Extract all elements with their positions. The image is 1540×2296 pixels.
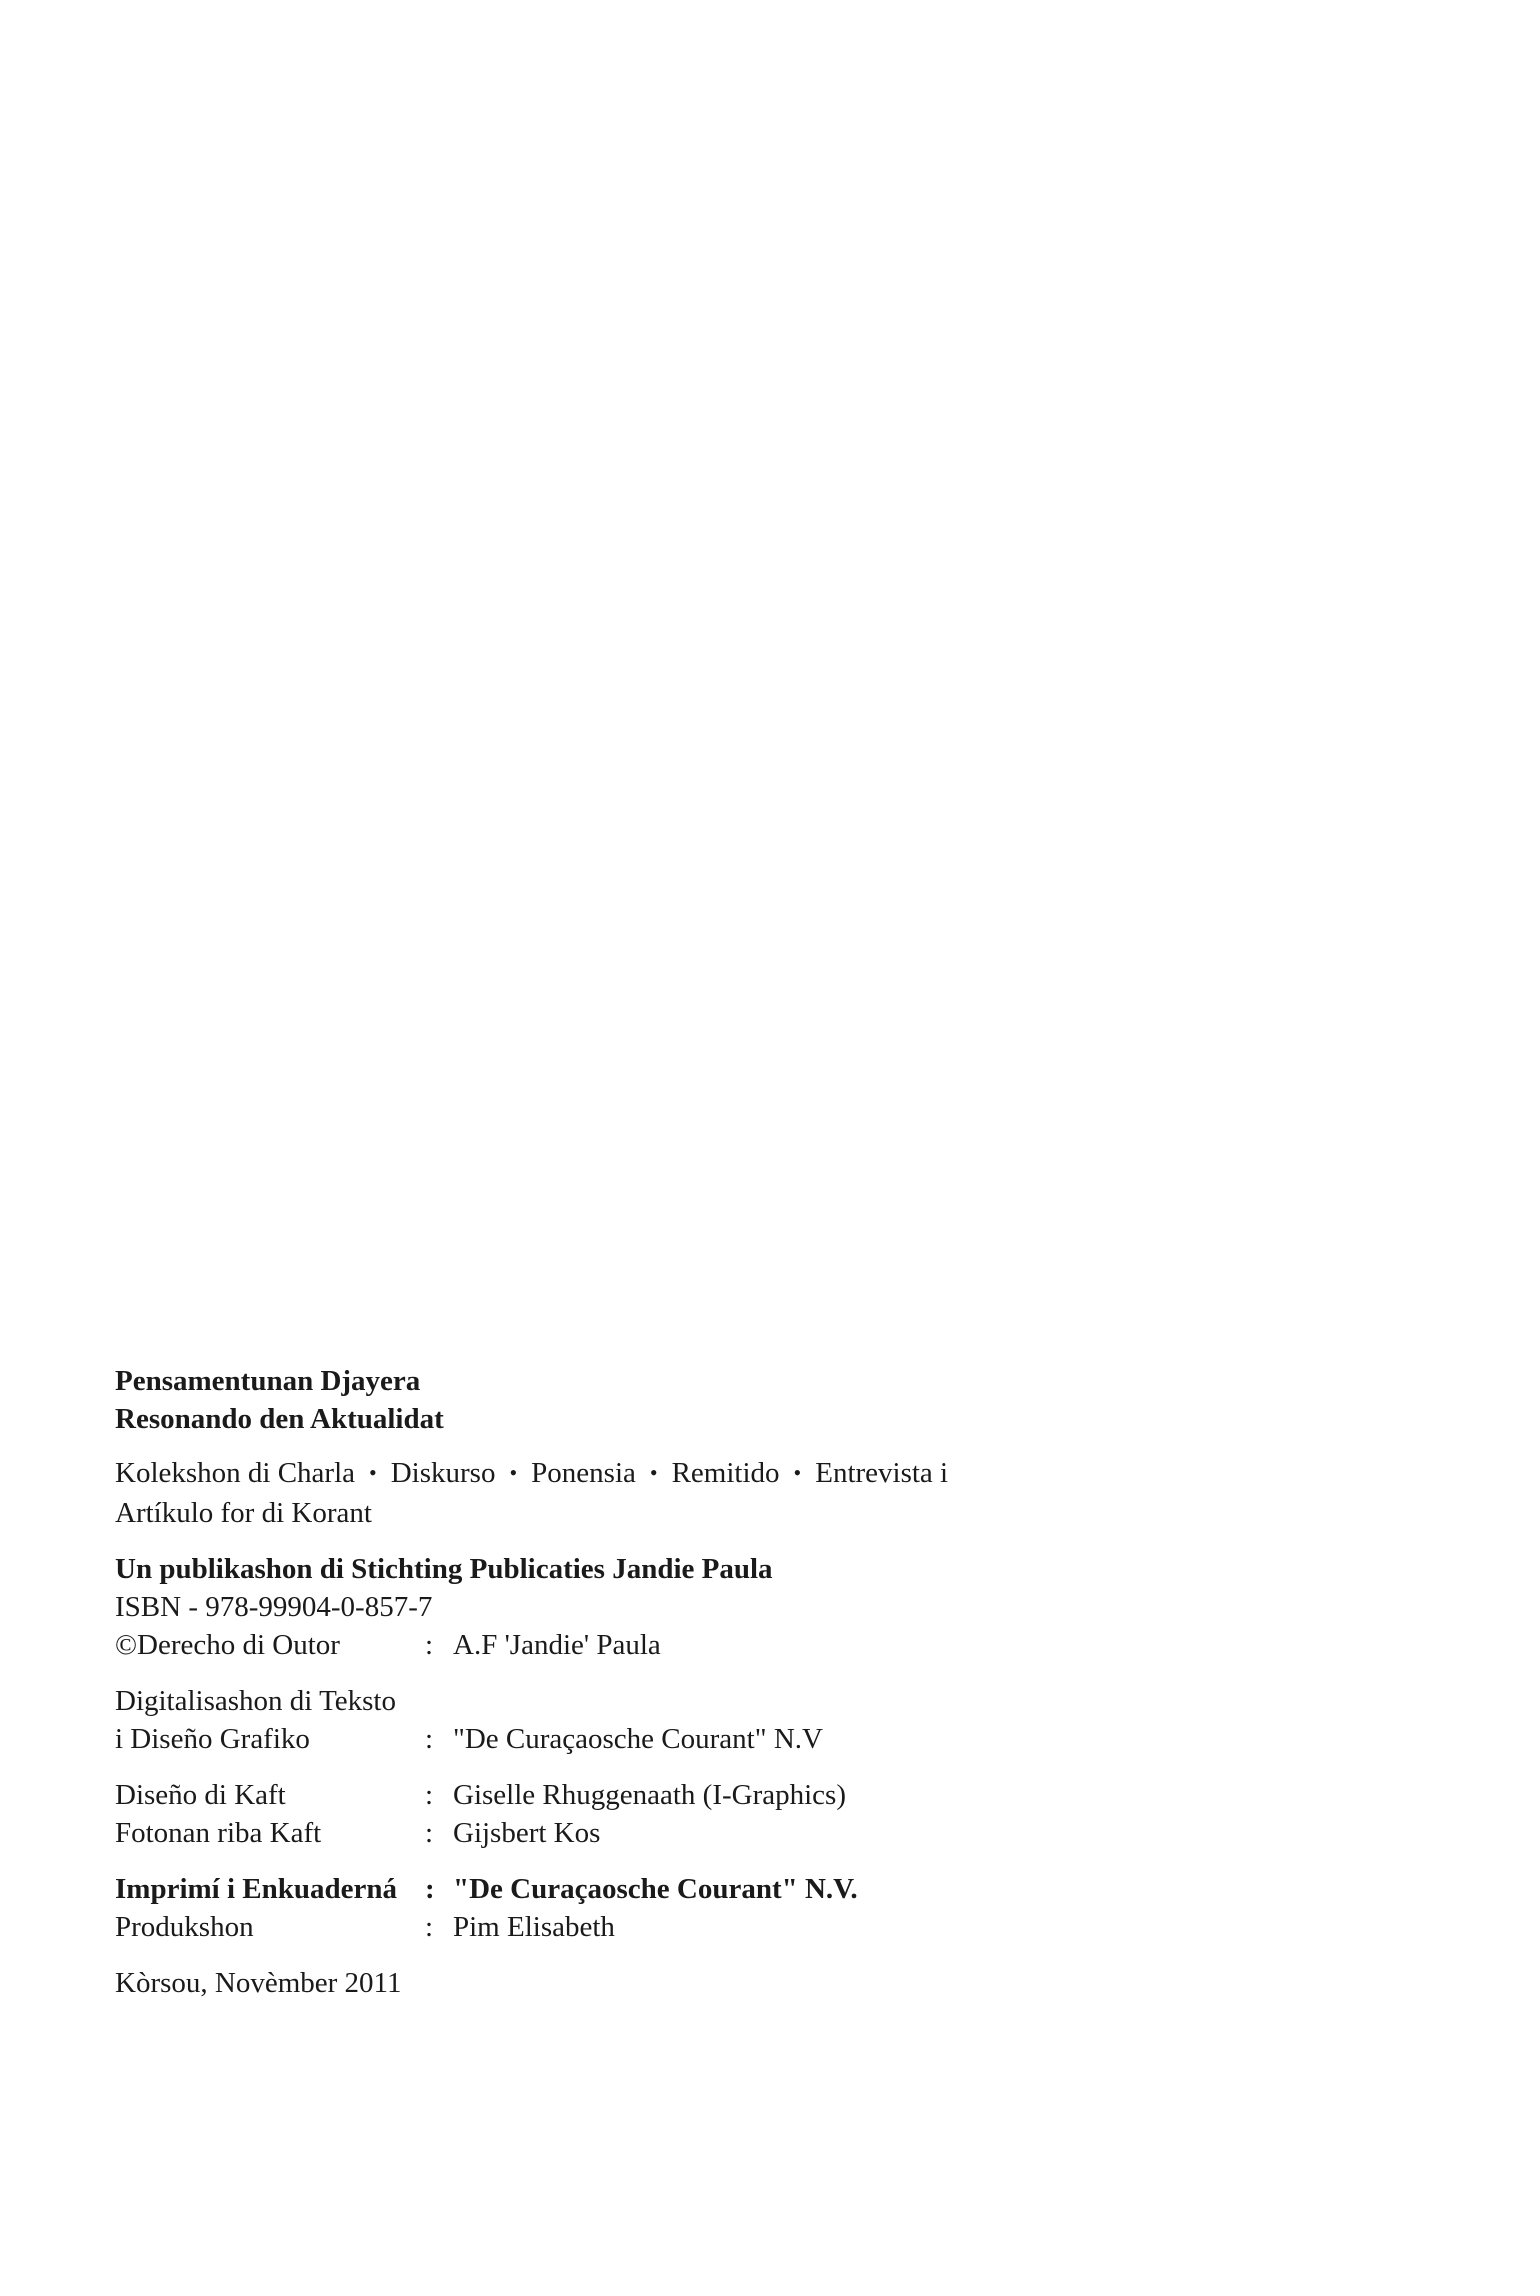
- credit-value: Pim Elisabeth: [453, 1911, 615, 1943]
- credit-row-cover-design: [115, 1776, 1115, 1814]
- book-title: [115, 1362, 1115, 1438]
- credit-value: A.F 'Jandie' Paula: [453, 1629, 661, 1661]
- credit-row-production: [115, 1908, 1115, 1946]
- credit-label: Produkshon: [115, 1911, 254, 1943]
- credit-value: "De Curaçaosche Courant" N.V: [453, 1723, 823, 1755]
- bullet-separator: •: [793, 1460, 802, 1485]
- collection-line-1: [115, 1454, 1115, 1494]
- credit-row-cover-photos: [115, 1814, 1115, 1852]
- credit-colon: :: [425, 1779, 434, 1811]
- colophon: [115, 1362, 1115, 2002]
- credit-value: Giselle Rhuggenaath (I-Graphics): [453, 1779, 846, 1811]
- bullet-separator: •: [649, 1460, 658, 1485]
- collection-item: Entrevista i: [815, 1457, 949, 1489]
- credit-row-printing: [115, 1870, 1115, 1908]
- credit-label-line-2: i Diseño Grafiko: [115, 1723, 310, 1755]
- title-line-2: Resonando den Aktualidat: [115, 1403, 444, 1435]
- credit-row-digitalisation: [115, 1682, 1115, 1758]
- collection-description: [115, 1454, 1115, 1532]
- credit-colon: :: [425, 1817, 434, 1849]
- collection-item: Remitido: [671, 1457, 780, 1489]
- credit-value: "De Curaçaosche Courant" N.V.: [453, 1873, 858, 1905]
- collection-item: Ponensia: [531, 1457, 636, 1489]
- credit-label-line-1: Digitalisashon di Teksto: [115, 1685, 396, 1717]
- collection-item: Kolekshon di Charla: [115, 1457, 356, 1489]
- credit-row-copyright: [115, 1626, 1115, 1664]
- credit-label: Fotonan riba Kaft: [115, 1817, 322, 1849]
- title-line-1: Pensamentunan Djayera: [115, 1365, 421, 1397]
- bullet-separator: •: [509, 1460, 518, 1485]
- credit-colon: :: [425, 1873, 435, 1905]
- publication-date: Kòrsou, Novèmber 2011: [115, 1967, 402, 1999]
- collection-item: Diskurso: [390, 1457, 496, 1489]
- credit-label: Diseño di Kaft: [115, 1779, 286, 1811]
- credit-label: [115, 1682, 425, 1758]
- bullet-separator: •: [369, 1460, 377, 1485]
- credit-colon: :: [425, 1629, 434, 1661]
- credit-label: Imprimí i Enkuaderná: [115, 1873, 397, 1905]
- credit-label: ©Derecho di Outor: [115, 1629, 340, 1661]
- credit-value: Gijsbert Kos: [453, 1817, 601, 1849]
- publisher-line: Un publikashon di Stichting Publicaties Jandie Paula: [115, 1553, 773, 1585]
- credit-colon: :: [425, 1723, 434, 1755]
- collection-line-2: Artíkulo for di Korant: [115, 1497, 372, 1529]
- credit-colon: :: [425, 1911, 434, 1943]
- isbn: ISBN - 978-99904-0-857-7: [115, 1591, 433, 1623]
